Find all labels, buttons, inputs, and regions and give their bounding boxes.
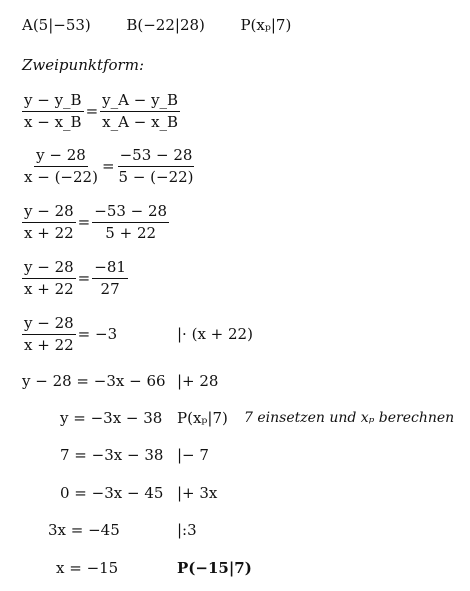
operation-line-9: |+ 3x: [177, 484, 218, 502]
numerator: y − 28: [22, 204, 76, 223]
denominator: x + 22: [24, 336, 74, 354]
equals-sign: =: [101, 157, 115, 175]
denominator: 27: [100, 280, 120, 298]
equation-line-9: 0 = −3x − 45: [60, 484, 164, 502]
fraction-left: [22, 148, 100, 185]
hint-line-7: 7 einsetzen und xₚ berechnen: [244, 410, 455, 426]
section-title: Zweipunktform:: [22, 56, 145, 74]
fraction-right: [92, 204, 169, 241]
numerator: −53 − 28: [118, 148, 195, 167]
denominator: x − (−22): [24, 168, 98, 186]
denominator: x + 22: [24, 280, 74, 298]
numerator: y − 28: [22, 260, 76, 279]
numerator: y − y_B: [22, 93, 84, 112]
equation-step-2: [22, 148, 196, 185]
fraction-right: [92, 260, 128, 297]
point-p: P(xₚ|7): [240, 16, 292, 34]
equation-step-5: [22, 316, 119, 353]
result-point: P(−15|7): [177, 559, 252, 577]
denominator: x + 22: [24, 224, 74, 242]
numerator: y − 28: [22, 316, 76, 335]
operation-line-7: P(xₚ|7): [177, 409, 228, 427]
equation-line-8: 7 = −3x − 38: [60, 446, 164, 464]
point-a: A(5|−53): [22, 16, 91, 34]
operation-line-8: |− 7: [177, 446, 209, 464]
operation-line-10: |:3: [177, 521, 197, 539]
equation-rhs: = −3: [77, 325, 118, 343]
numerator: −81: [92, 260, 128, 279]
equation-line-7: y = −3x − 38: [60, 409, 163, 427]
fraction-left: [22, 93, 84, 130]
numerator: y_A − y_B: [100, 93, 180, 112]
equals-sign: =: [77, 213, 91, 231]
denominator: x − x_B: [24, 113, 82, 131]
numerator: −53 − 28: [92, 204, 169, 223]
fraction-left: [22, 260, 76, 297]
given-points: [22, 18, 291, 33]
denominator: 5 − (−22): [118, 168, 194, 186]
fraction-right: [117, 148, 196, 185]
equation-line-6: y − 28 = −3x − 66: [22, 372, 166, 390]
equals-sign: =: [77, 269, 91, 287]
equation-line-11: x = −15: [56, 559, 119, 577]
point-b: B(−22|28): [126, 16, 205, 34]
fraction-right: [100, 93, 180, 130]
operation-step-5: |· (x + 22): [177, 325, 253, 343]
denominator: 5 + 22: [105, 224, 157, 242]
operation-line-6: |+ 28: [177, 372, 219, 390]
equation-step-1: [22, 93, 180, 130]
numerator: y − 28: [34, 148, 88, 167]
fraction-left: [22, 204, 76, 241]
denominator: x_A − x_B: [102, 113, 179, 131]
fraction-left: [22, 316, 76, 353]
equation-line-10: 3x = −45: [48, 521, 120, 539]
equation-step-4: [22, 260, 128, 297]
equals-sign: =: [85, 102, 99, 120]
equation-step-3: [22, 204, 169, 241]
